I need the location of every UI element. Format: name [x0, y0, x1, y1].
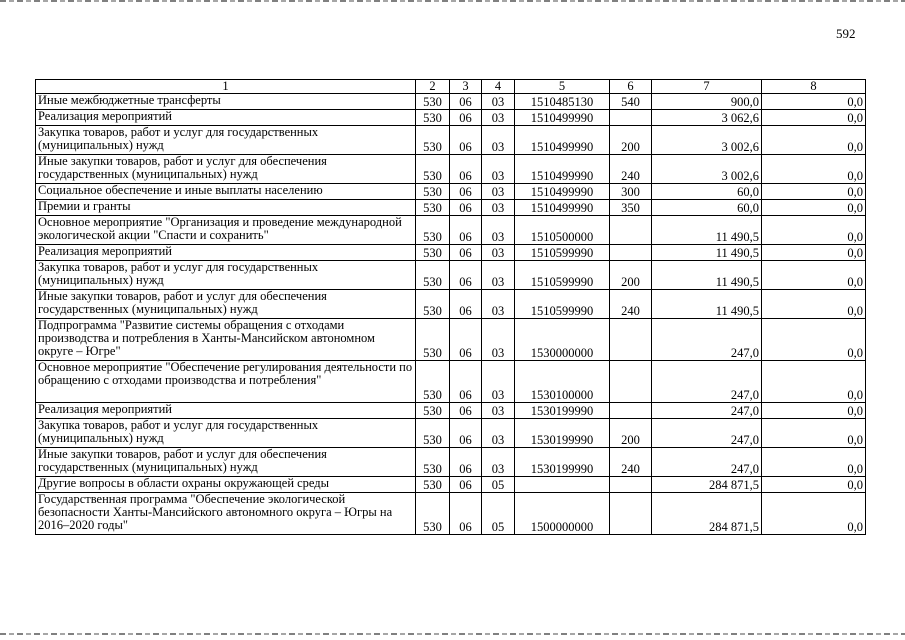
amount-extra-cell: 0,0	[762, 493, 866, 535]
section-code-cell: 06	[450, 448, 482, 477]
target-article-cell: 1500000000	[515, 493, 610, 535]
expense-type-cell: 300	[610, 184, 652, 200]
target-article-cell: 1530199990	[515, 448, 610, 477]
amount-cell: 900,0	[652, 94, 762, 110]
expense-type-cell: 200	[610, 261, 652, 290]
chapter-code-cell: 530	[416, 477, 450, 493]
row-name-cell: Подпрограмма "Развитие системы обращения с отходами производства и потребления в Ханты-Мансийском автономном округе – Югре"	[36, 319, 416, 361]
table-row	[36, 319, 866, 361]
section-code-cell: 06	[450, 290, 482, 319]
expense-type-cell	[610, 477, 652, 493]
scan-edge-bottom	[0, 633, 905, 635]
table-row	[36, 403, 866, 419]
row-name-cell: Закупка товаров, работ и услуг для государственных (муниципальных) нужд	[36, 126, 416, 155]
target-article-cell: 1510599990	[515, 261, 610, 290]
table-row	[36, 477, 866, 493]
amount-extra-cell: 0,0	[762, 216, 866, 245]
section-code-cell: 06	[450, 184, 482, 200]
budget-table	[35, 79, 866, 535]
table-row	[36, 184, 866, 200]
header-cell: 1	[36, 80, 416, 94]
table-row	[36, 126, 866, 155]
row-name-cell: Иные межбюджетные трансферты	[36, 94, 416, 110]
chapter-code-cell: 530	[416, 94, 450, 110]
table-row	[36, 290, 866, 319]
page-number: 592	[836, 26, 856, 41]
expense-type-cell: 540	[610, 94, 652, 110]
header-cell: 7	[652, 80, 762, 94]
expense-type-cell: 200	[610, 419, 652, 448]
target-article-cell: 1510499990	[515, 126, 610, 155]
subsection-code-cell: 03	[482, 290, 515, 319]
amount-cell: 3 062,6	[652, 110, 762, 126]
row-name-cell: Закупка товаров, работ и услуг для государственных (муниципальных) нужд	[36, 419, 416, 448]
table-header-row	[36, 80, 866, 94]
target-article-cell: 1510499990	[515, 110, 610, 126]
section-code-cell: 06	[450, 155, 482, 184]
chapter-code-cell: 530	[416, 493, 450, 535]
table-row	[36, 200, 866, 216]
target-article-cell: 1510499990	[515, 200, 610, 216]
amount-extra-cell: 0,0	[762, 290, 866, 319]
section-code-cell: 06	[450, 261, 482, 290]
row-name-cell: Иные закупки товаров, работ и услуг для обеспечения государственных (муниципальных) нужд	[36, 448, 416, 477]
section-code-cell: 06	[450, 361, 482, 403]
header-cell: 8	[762, 80, 866, 94]
subsection-code-cell: 03	[482, 94, 515, 110]
row-name-cell: Иные закупки товаров, работ и услуг для обеспечения государственных (муниципальных) нужд	[36, 155, 416, 184]
header-cell: 2	[416, 80, 450, 94]
target-article-cell: 1530000000	[515, 319, 610, 361]
section-code-cell: 06	[450, 419, 482, 448]
expense-type-cell: 240	[610, 155, 652, 184]
row-name-cell: Реализация мероприятий	[36, 245, 416, 261]
chapter-code-cell: 530	[416, 419, 450, 448]
header-cell: 6	[610, 80, 652, 94]
target-article-cell: 1510499990	[515, 155, 610, 184]
subsection-code-cell: 03	[482, 110, 515, 126]
row-name-cell: Реализация мероприятий	[36, 403, 416, 419]
subsection-code-cell: 05	[482, 493, 515, 535]
subsection-code-cell: 03	[482, 200, 515, 216]
amount-cell: 11 490,5	[652, 216, 762, 245]
chapter-code-cell: 530	[416, 126, 450, 155]
expense-type-cell: 240	[610, 290, 652, 319]
amount-cell: 247,0	[652, 403, 762, 419]
table-row	[36, 110, 866, 126]
chapter-code-cell: 530	[416, 110, 450, 126]
amount-cell: 247,0	[652, 319, 762, 361]
amount-extra-cell: 0,0	[762, 261, 866, 290]
target-article-cell: 1510499990	[515, 184, 610, 200]
amount-extra-cell: 0,0	[762, 477, 866, 493]
amount-extra-cell: 0,0	[762, 245, 866, 261]
amount-extra-cell: 0,0	[762, 155, 866, 184]
amount-extra-cell: 0,0	[762, 319, 866, 361]
subsection-code-cell: 03	[482, 419, 515, 448]
header-cell: 3	[450, 80, 482, 94]
amount-cell: 284 871,5	[652, 493, 762, 535]
target-article-cell: 1530199990	[515, 403, 610, 419]
amount-extra-cell: 0,0	[762, 403, 866, 419]
table-row	[36, 419, 866, 448]
amount-cell: 11 490,5	[652, 245, 762, 261]
section-code-cell: 06	[450, 403, 482, 419]
chapter-code-cell: 530	[416, 319, 450, 361]
amount-extra-cell: 0,0	[762, 419, 866, 448]
amount-extra-cell: 0,0	[762, 126, 866, 155]
section-code-cell: 06	[450, 319, 482, 361]
target-article-cell: 1510500000	[515, 216, 610, 245]
section-code-cell: 06	[450, 126, 482, 155]
expense-type-cell	[610, 493, 652, 535]
table-row	[36, 245, 866, 261]
chapter-code-cell: 530	[416, 403, 450, 419]
chapter-code-cell: 530	[416, 261, 450, 290]
subsection-code-cell: 03	[482, 245, 515, 261]
section-code-cell: 06	[450, 216, 482, 245]
subsection-code-cell: 03	[482, 184, 515, 200]
row-name-cell: Другие вопросы в области охраны окружающей среды	[36, 477, 416, 493]
header-cell: 5	[515, 80, 610, 94]
amount-extra-cell: 0,0	[762, 448, 866, 477]
expense-type-cell	[610, 216, 652, 245]
scan-edge-top	[0, 0, 905, 2]
subsection-code-cell: 03	[482, 319, 515, 361]
section-code-cell: 06	[450, 245, 482, 261]
chapter-code-cell: 530	[416, 245, 450, 261]
section-code-cell: 06	[450, 477, 482, 493]
row-name-cell: Государственная программа "Обеспечение экологической безопасности Ханты-Мансийского автономного округа – Югры на 2016–2020 годы"	[36, 493, 416, 535]
section-code-cell: 06	[450, 493, 482, 535]
target-article-cell: 1530100000	[515, 361, 610, 403]
expense-type-cell: 200	[610, 126, 652, 155]
expense-type-cell	[610, 319, 652, 361]
row-name-cell: Социальное обеспечение и иные выплаты населению	[36, 184, 416, 200]
row-name-cell: Иные закупки товаров, работ и услуг для обеспечения государственных (муниципальных) нужд	[36, 290, 416, 319]
expense-type-cell: 240	[610, 448, 652, 477]
subsection-code-cell: 03	[482, 403, 515, 419]
target-article-cell: 1530199990	[515, 419, 610, 448]
amount-cell: 60,0	[652, 200, 762, 216]
section-code-cell: 06	[450, 110, 482, 126]
amount-cell: 247,0	[652, 419, 762, 448]
chapter-code-cell: 530	[416, 216, 450, 245]
target-article-cell: 1510599990	[515, 290, 610, 319]
target-article-cell	[515, 477, 610, 493]
chapter-code-cell: 530	[416, 290, 450, 319]
amount-cell: 3 002,6	[652, 126, 762, 155]
table-row	[36, 155, 866, 184]
table-row	[36, 216, 866, 245]
subsection-code-cell: 03	[482, 126, 515, 155]
table-row	[36, 261, 866, 290]
amount-cell: 60,0	[652, 184, 762, 200]
chapter-code-cell: 530	[416, 184, 450, 200]
expense-type-cell	[610, 403, 652, 419]
chapter-code-cell: 530	[416, 200, 450, 216]
amount-extra-cell: 0,0	[762, 94, 866, 110]
expense-type-cell	[610, 361, 652, 403]
row-name-cell: Реализация мероприятий	[36, 110, 416, 126]
table-row	[36, 448, 866, 477]
chapter-code-cell: 530	[416, 448, 450, 477]
target-article-cell: 1510599990	[515, 245, 610, 261]
row-name-cell: Премии и гранты	[36, 200, 416, 216]
subsection-code-cell: 05	[482, 477, 515, 493]
amount-cell: 247,0	[652, 448, 762, 477]
row-name-cell: Основное мероприятие "Организация и проведение международной экологической акции "Спасти и сохранить"	[36, 216, 416, 245]
subsection-code-cell: 03	[482, 361, 515, 403]
amount-extra-cell: 0,0	[762, 361, 866, 403]
target-article-cell: 1510485130	[515, 94, 610, 110]
amount-extra-cell: 0,0	[762, 184, 866, 200]
chapter-code-cell: 530	[416, 361, 450, 403]
amount-extra-cell: 0,0	[762, 110, 866, 126]
subsection-code-cell: 03	[482, 261, 515, 290]
expense-type-cell	[610, 245, 652, 261]
table-row	[36, 493, 866, 535]
amount-cell: 3 002,6	[652, 155, 762, 184]
section-code-cell: 06	[450, 200, 482, 216]
row-name-cell: Закупка товаров, работ и услуг для государственных (муниципальных) нужд	[36, 261, 416, 290]
chapter-code-cell: 530	[416, 155, 450, 184]
table-row	[36, 361, 866, 403]
row-name-cell: Основное мероприятие "Обеспечение регулирования деятельности по обращению с отходами производства и потребления"	[36, 361, 416, 403]
expense-type-cell	[610, 110, 652, 126]
expense-type-cell: 350	[610, 200, 652, 216]
subsection-code-cell: 03	[482, 448, 515, 477]
section-code-cell: 06	[450, 94, 482, 110]
amount-cell: 11 490,5	[652, 290, 762, 319]
amount-cell: 11 490,5	[652, 261, 762, 290]
table-row	[36, 94, 866, 110]
header-cell: 4	[482, 80, 515, 94]
amount-cell: 247,0	[652, 361, 762, 403]
subsection-code-cell: 03	[482, 216, 515, 245]
subsection-code-cell: 03	[482, 155, 515, 184]
amount-extra-cell: 0,0	[762, 200, 866, 216]
amount-cell: 284 871,5	[652, 477, 762, 493]
